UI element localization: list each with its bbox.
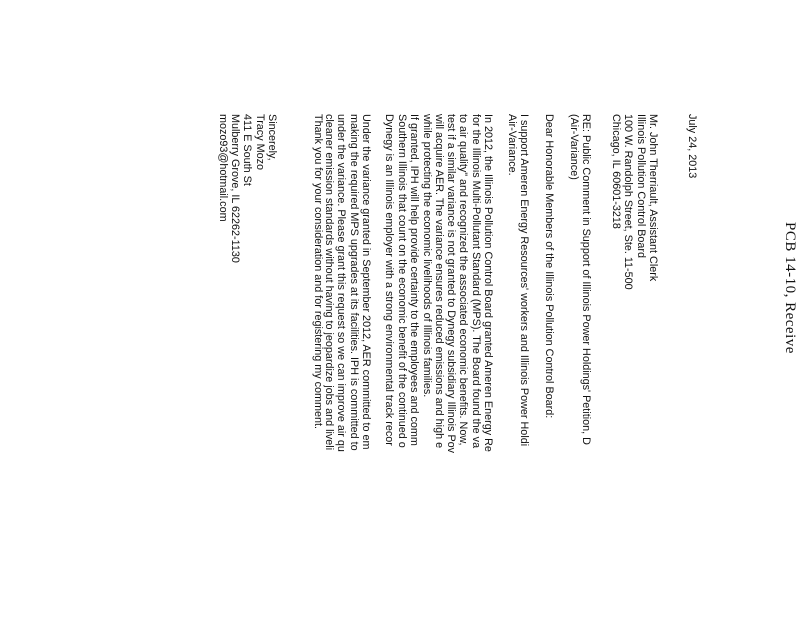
paragraph-line: while protecting the economic livelihoods of Illinois families.: [420, 114, 433, 398]
salutation-text: Dear Honorable Members of the Illinois Pollution Control Board:: [543, 114, 555, 419]
sender-email: mozo93@hotmail.com: [216, 114, 229, 222]
sender-street: 411 E South St: [241, 114, 254, 186]
paragraph-line: making the required MPS upgrades at its facilities. IPH is committed to: [347, 114, 360, 451]
paragraph-line: Dynegy is an Illinois employer with a strong environmental track recor: [383, 114, 396, 446]
paragraph-background: [420, 114, 494, 453]
address-line: Chicago, IL 60601-3218: [610, 114, 623, 229]
salutation: [543, 114, 555, 418]
paragraph-variance: [323, 114, 372, 452]
address-line: Illinois Pollution Control Board: [634, 114, 647, 259]
paragraph-line: Under the variance granted in September 2012, AER committed to em: [360, 114, 372, 450]
subject-line: [567, 114, 592, 445]
rotated-letter: [216, 114, 800, 618]
paragraph-line: cleaner emission standards without having to jeopardize jobs and liveli: [323, 114, 336, 451]
letter-date: [686, 114, 698, 178]
subject-text: (Air-Variance): [567, 114, 580, 180]
subject-text: RE: Public Comment in Support of Illinois Power Holdings' Petition, D: [580, 114, 592, 445]
sender-city: Mulberry Grove, IL 62262-1130: [229, 114, 242, 263]
paragraph-line: for the Illinois Multi-Pollutant Standard (MPS). The Board found the va: [469, 114, 482, 449]
sender-name: Tracy Mozo: [253, 114, 266, 170]
paragraph-line: I support Ameren Energy Resources' workers and Illinois Power Holdi: [518, 114, 530, 447]
paragraph-line: Air-Variance.: [505, 114, 518, 176]
paragraph-line: under the variance. Please grant this request so we can improve air qu: [335, 114, 348, 452]
docket-header: PCB 14-10, Receive: [782, 222, 798, 354]
paragraph-line: Thank you for your consideration and for registering my comment.: [312, 114, 324, 430]
recipient-address: [610, 114, 659, 290]
paragraph-line: to air quality" and recognized the associated economic benefits. Now,: [457, 114, 470, 446]
paragraph-line: In 2012, the Illinois Pollution Control Board granted Ameren Energy Re: [482, 114, 494, 452]
paragraph-line: test if a similar variance is not granted to Dynegy subsidiary Illinois Pov: [445, 114, 458, 454]
closing: Sincerely,: [266, 114, 278, 161]
paragraph-support: [505, 114, 530, 446]
paragraph-line: If granted, IPH will help provide certainty to the employees and comm: [408, 114, 420, 446]
paragraph-thanks: [312, 114, 324, 429]
date-text: July 24, 2013: [686, 114, 698, 179]
signature-block: [217, 114, 278, 263]
address-line: Mr. John Therriault, Assistant Clerk: [647, 114, 659, 282]
paragraph-line: Southern Illinois that count on the economic benefit of the continued o: [395, 114, 408, 448]
paragraph-certainty: [383, 114, 420, 448]
address-line: 100 W. Randolph Street, Ste. 11-500: [622, 114, 635, 290]
paragraph-line: will acquire AER. The variance ensures reduced emissions and high e: [432, 114, 445, 449]
